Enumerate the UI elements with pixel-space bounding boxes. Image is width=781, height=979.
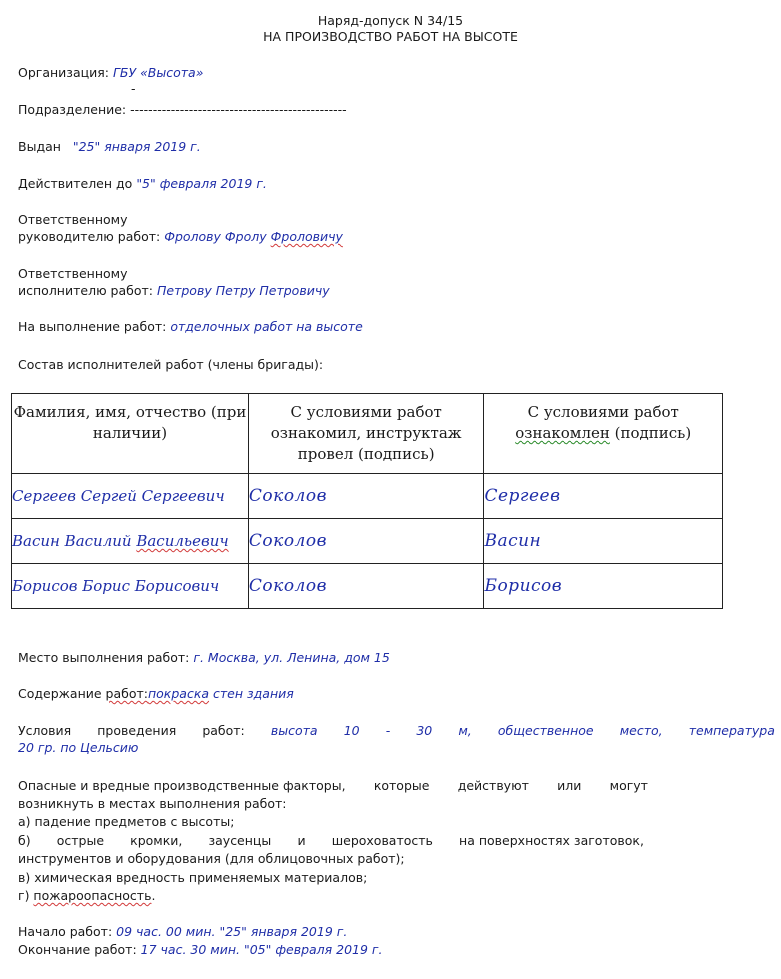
conditions-line-2: 20 гр. по Цельсию bbox=[18, 740, 139, 755]
resp-exec-label-2: исполнителю работ: bbox=[18, 283, 154, 298]
end-line bbox=[18, 942, 382, 958]
table-row bbox=[12, 519, 723, 564]
resp-head-value: Фролову Фролу Фроловичу bbox=[164, 229, 343, 244]
division-value: ------------------------------------------------ bbox=[130, 102, 347, 117]
header-fio: Фамилия, имя, отчество (при наличии) bbox=[12, 394, 249, 474]
row-name: Борисов Борис Борисович bbox=[12, 564, 249, 609]
row-signature-worker: Борисов bbox=[484, 564, 723, 609]
start-label: Начало работ: bbox=[18, 924, 113, 939]
row-name: Сергеев Сергей Сергеевич bbox=[12, 474, 249, 519]
hazard-b-line-2: инструментов и оборудования (для облицовочных работ); bbox=[18, 851, 405, 866]
hazard-line-1: Опасные и вредные производственные факторы, которые действуют или могут bbox=[18, 778, 648, 793]
dash-mark: - bbox=[131, 81, 136, 96]
content-line bbox=[18, 686, 294, 702]
start-value: 09 час. 00 мин. "25" января 2019 г. bbox=[116, 924, 348, 939]
conditions-line-1: Условия проведения работ: высота 10 - 30 м, общественное место, температура bbox=[18, 723, 775, 738]
row-name: Васин Василий Васильевич bbox=[12, 519, 249, 564]
hazard-c: в) химическая вредность применяемых материалов; bbox=[18, 870, 368, 885]
place-value: г. Москва, ул. Ленина, дом 15 bbox=[193, 650, 390, 665]
resp-exec-value: Петрову Петру Петровичу bbox=[157, 283, 330, 298]
doc-title: Наряд-допуск N 34/15 bbox=[317, 13, 464, 28]
table-row bbox=[12, 474, 723, 519]
header-instructed: С условиями работ ознакомил, инструктаж провел (подпись) bbox=[248, 394, 484, 474]
crew-label: Состав исполнителей работ (члены бригады): bbox=[18, 357, 324, 372]
header-acknowledged: С условиями работ ознакомлен (подпись) bbox=[484, 394, 723, 474]
issued-line bbox=[18, 139, 201, 155]
end-label: Окончание работ: bbox=[18, 942, 137, 957]
resp-head-label-2: руководителю работ: bbox=[18, 229, 161, 244]
end-value: 17 час. 30 мин. "05" февраля 2019 г. bbox=[140, 942, 383, 957]
resp-exec-label-1: Ответственному bbox=[18, 266, 128, 281]
issued-label: Выдан bbox=[18, 139, 61, 154]
place-label: Место выполнения работ: bbox=[18, 650, 190, 665]
doc-subtitle: НА ПРОИЗВОДСТВО РАБОТ НА ВЫСОТЕ bbox=[263, 29, 518, 44]
hazard-d: г) пожароопасность. bbox=[18, 888, 156, 903]
content-label: Содержание работ: bbox=[18, 686, 148, 701]
row-signature-worker: Сергеев bbox=[484, 474, 723, 519]
work-value: отделочных работ на высоте bbox=[170, 319, 363, 334]
org-value: ГБУ «Высота» bbox=[112, 65, 204, 80]
content-value: покраска стен здания bbox=[147, 686, 294, 701]
valid-label: Действителен до bbox=[18, 176, 133, 191]
place-line bbox=[18, 650, 390, 666]
work-line bbox=[18, 319, 363, 335]
crew-table-header bbox=[12, 394, 723, 474]
org-label: Организация: bbox=[18, 65, 109, 80]
row-signature-instructor: Соколов bbox=[248, 564, 484, 609]
division-line bbox=[18, 102, 347, 118]
start-line bbox=[18, 924, 347, 940]
work-label: На выполнение работ: bbox=[18, 319, 167, 334]
crew-table bbox=[11, 393, 723, 609]
hazard-b-line-1: б) острые кромки, заусенцы и шероховатость на поверхностях заготовок, bbox=[18, 833, 644, 848]
division-label: Подразделение: bbox=[18, 102, 127, 117]
resp-exec-line bbox=[18, 283, 330, 299]
hazard-line-2: возникнуть в местах выполнения работ: bbox=[18, 796, 287, 811]
hazard-a: а) падение предметов с высоты; bbox=[18, 814, 235, 829]
table-row bbox=[12, 564, 723, 609]
row-signature-instructor: Соколов bbox=[248, 519, 484, 564]
resp-head-label-1: Ответственному bbox=[18, 212, 128, 227]
resp-head-line bbox=[18, 229, 343, 245]
row-signature-worker: Васин bbox=[484, 519, 723, 564]
issued-value: "25" января 2019 г. bbox=[72, 139, 201, 154]
row-signature-instructor: Соколов bbox=[248, 474, 484, 519]
org-line bbox=[18, 65, 203, 81]
valid-value: "5" февраля 2019 г. bbox=[136, 176, 267, 191]
valid-line bbox=[18, 176, 267, 192]
